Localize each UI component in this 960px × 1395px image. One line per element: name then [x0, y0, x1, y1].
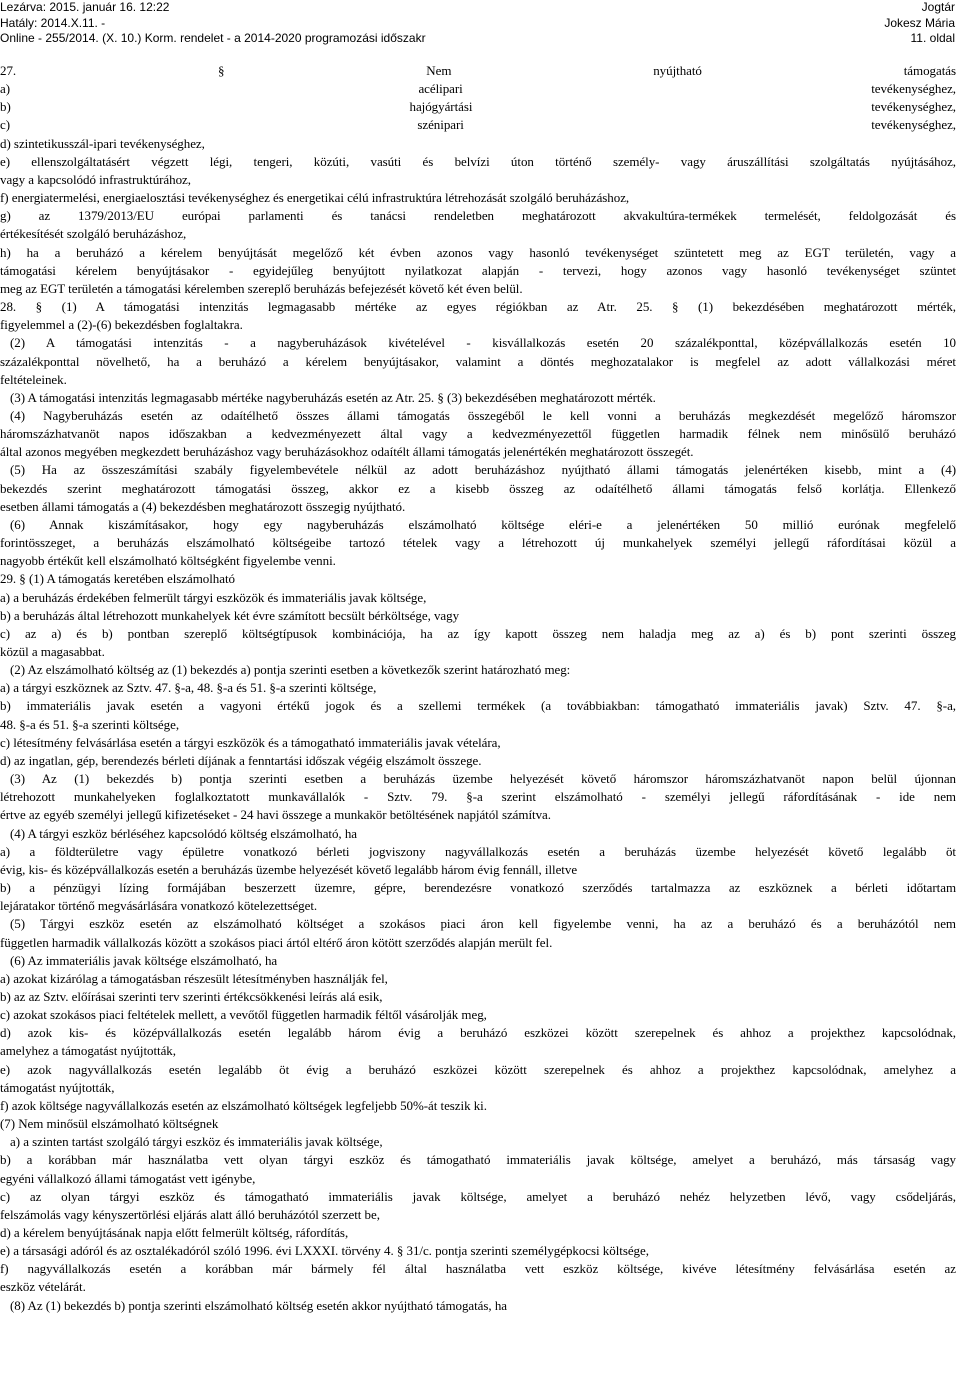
document-line: (5) Ha az összeszámítási szabály figyelembevétele nélkül az adott beruházáshoz nyújtható állami támogatás jelenértéken kisebb, mint a (4): [10, 462, 956, 478]
document-line: (3) Az (1) bekezdés b) pontja szerinti esetben a beruházás üzembe helyezését követő háromszor háromszázhatvanöt napon belül újonnan: [10, 771, 956, 787]
header-page-number: 11. oldal: [910, 31, 955, 45]
document-line: c) azokat szokásos piaci feltételek mellett, a vevőtől független harmadik féltől vásárolják meg,: [0, 1007, 487, 1023]
document-line: lejáratakor történő megvásárlására vonatkozó kötelezettséget.: [0, 898, 318, 914]
document-line: évig, kis- és középvállalkozás esetén a beruházás üzembe helyezését követő legalább három évig fennáll, illetve: [0, 861, 578, 877]
document-line: e) ellenszolgáltatásért végzett légi, tengeri, közúti, vasúti és belvízi úton történő személy- vagy áruszállítási szolgáltatás nyújtásához,: [0, 153, 956, 169]
document-line: eszköz vételárát.: [0, 1279, 86, 1295]
document-line: létrehozott munkahelyeken foglalkoztatott munkavállalók - Sztv. 79. §-a szerint elszámolható - személyi jellegű ráfordításának - ide nem: [0, 789, 956, 805]
document-line: d) azok kis- és középvállalkozás esetén legalább három évig a beruházó eszközei között szerepelnek és ahhoz a projekthez kapcsolódnak,: [0, 1025, 956, 1041]
document-line: b) hajógyártási tevékenységhez,: [0, 99, 956, 115]
document-line: esetben állami támogatás a (4) bekezdésben meghatározott összegig nyújtható.: [0, 498, 406, 514]
document-line: f) nagyvállalkozás esetén a korábban már bármely fél által használatba vett eszköz költsége, kivéve létesítmény felvásárlása esetén az: [0, 1261, 956, 1277]
document-line: által azonos megyében megkezdett beruházáshoz vagy beruházásokhoz odaítélt állami támogatás jelenértékén meghatározott összegét.: [0, 444, 694, 460]
document-line: c) szénipari tevékenységhez,: [0, 117, 956, 133]
document-line: d) a kérelem benyújtásának napja előtt felmerült költség, ráfordítás,: [0, 1225, 349, 1240]
document-line: a) azokat kizárólag a támogatásban részesült létesítményben használják fel,: [0, 970, 388, 986]
document-line: a) a tárgyi eszköznek az Sztv. 47. §-a, 48. §-a és 51. §-a szerinti költsége,: [0, 680, 377, 696]
header-closed-date: Lezárva: 2015. január 16. 12:22: [0, 0, 170, 14]
document-line: a) a földterületre vagy épületre vonatkozó bérleti jogviszony nagyvállalkozás esetén a beruházás üzembe helyezését követő legalább öt: [0, 843, 956, 859]
document-line: (6) Az immateriális javak költsége elszámolható, ha: [10, 952, 278, 968]
document-line: feltételeinek.: [0, 371, 67, 387]
document-line: a) a szinten tartást szolgáló tárgyi eszköz és immateriális javak költsége,: [10, 1134, 383, 1150]
document-line: b) a pénzügyi lízing formájában beszerzett üzemre, gépre, berendezésre vonatkozó szerződés tartalmazza az eszköznek a bérleti időtartam: [0, 880, 956, 896]
document-line: bekezdés szerint meghatározott támogatási összeg, akkor ez a kisebb összeg az odaítélhető állami támogatás felső korlátja. Ellenkező: [0, 480, 956, 496]
document-line: b) immateriális javak esetén a vagyoni értékű jogok és a szellemi termékek (a továbbiakban: támogatható immateriális javak) Sztv. 47. §-a,: [0, 698, 956, 714]
document-line: (7) Nem minősül elszámolható költségnek: [0, 1116, 219, 1132]
document-line: g) az 1379/2013/EU európai parlamenti és tanácsi rendeletben meghatározott akvakultúra-termékek termelését, feldolgozását és: [0, 208, 956, 224]
document-line: (2) A támogatási intenzitás - a nagyberuházások kivételével - kisvállalkozás esetén 20 százalékponttal, középvállalkozás esetén 10: [10, 335, 956, 351]
document-line: e) a társasági adóról és az osztalékadóról szóló 1996. évi LXXXI. törvény 4. § 31/c. pontja szerinti személygépkocsi költsége,: [0, 1243, 649, 1259]
document-line: f) azok költsége nagyvállalkozás esetén az elszámolható költségek legfeljebb 50%-át teszik ki.: [0, 1097, 487, 1113]
document-line: b) a korábban már használatba vett olyan tárgyi eszköz és támogatható immateriális javak költsége, amelyet a beruházó, más társaság vagy: [0, 1152, 956, 1168]
document-line: c) az olyan tárgyi eszköz és támogatható immateriális javak költsége, amelyet a beruházó nehéz helyzetben lévő, vagy csődeljárás,: [0, 1188, 956, 1204]
document-line: (8) Az (1) bekezdés b) pontja szerinti elszámolható költség esetén akkor nyújtható támogatás, ha: [10, 1297, 507, 1313]
document-line: (6) Annak kiszámításakor, hogy egy nagyberuházás elszámolható költsége eléri-e a jelenértéken 50 millió eurónak megfelelő: [10, 516, 956, 532]
document-line: (4) Nagyberuházás esetén az odaítélhető összes állami támogatás összegéből le kell vonni a beruházás megkezdését megelőző háromszor: [10, 407, 956, 423]
document-line: nagyobb értékűt kell elszámolható költségként figyelembe venni.: [0, 553, 336, 569]
document-line: független harmadik vállalkozás között a szokásos piaci ártól eltérő áron kötött szerződés alapján merült fel.: [0, 934, 553, 950]
header-user-name: Jokesz Mária: [884, 15, 955, 30]
document-line: háromszázhatvanöt napos időszakban a kedvezményezett által vagy a kedvezményezettől független harmadik félnek nem minősülő beruházó: [0, 426, 956, 442]
document-line: figyelemmel a (2)-(6) bekezdésben foglaltakra.: [0, 317, 243, 333]
document-line: támogatást nyújtották,: [0, 1079, 115, 1095]
document-line: vagy a kapcsolódó infrastruktúrához,: [0, 171, 191, 187]
document-line: b) a beruházás által létrehozott munkahelyek két évre számított becsült bérköltsége, vagy: [0, 607, 460, 623]
document-line: amelyhez a támogatást nyújtották,: [0, 1043, 176, 1059]
document-line: a) a beruházás érdekében felmerült tárgyi eszközök és immateriális javak költsége,: [0, 589, 427, 605]
document-line: meg az EGT területén a támogatási kérelemben szereplő beruházás befejezését követő két éven belül.: [0, 280, 523, 296]
document-line: c) létesítmény felvásárlása esetén a tárgyi eszközök és a támogatható immateriális javak vételára,: [0, 734, 501, 750]
document-body: [0, 62, 956, 1315]
document-line: c) az a) és b) pontban szereplő költségtípusok kombinációja, ha az így kapott összeg nem haladja meg az a) és b) pont szerinti összeg: [0, 625, 956, 641]
document-line: forintösszeget, a beruházás elszámolható költségeibe tartozó tételek vagy a létrehozott új munkahelyek személyi jellegű ráfordításai közül a: [0, 535, 956, 551]
document-line: értékesítését szolgáló beruházáshoz,: [0, 226, 187, 242]
document-line: értve az egyéb személyi jellegű kifizetéseket - 24 havi összege a munkakör betöltésének napjától számítva.: [0, 807, 551, 823]
document-line: a) acélipari tevékenységhez,: [0, 81, 956, 97]
page-header: [0, 0, 960, 48]
header-effective-date: Hatály: 2014.X.11. -: [0, 15, 106, 30]
document-line: d) az ingatlan, gép, berendezés bérleti díjának a fenntartási időszak végéig elszámolt összege.: [0, 752, 482, 768]
document-line: (2) Az elszámolható költség az (1) bekezdés a) pontja szerinti esetben a következők szerint határozható meg:: [10, 662, 571, 678]
document-line: 48. §-a és 51. §-a szerinti költsége,: [0, 716, 180, 732]
document-line: (5) Tárgyi eszköz esetén az elszámolható költséget a szokásos piaci áron kell figyelembe venni, ha az a beruházó és a beruházótól nem: [10, 916, 956, 932]
document-line: támogatási kérelem benyújtásakor - egyidejűleg benyújtott nyilatkozat alapján - tervezi, hogy azonos vagy hasonló tevékenységet szüntet: [0, 262, 956, 278]
document-line: f) energiatermelési, energiaelosztási tevékenységhez és energetikai célú infrastruktúra létrehozását szolgáló beruházáshoz,: [0, 190, 630, 206]
document-line: e) azok nagyvállalkozás esetén legalább öt évig a beruházó eszközei között szerepelnek és ahhoz a projekthez kapcsolódnak, amelyhez a: [0, 1061, 956, 1077]
document-line: d) szintetikusszál-ipari tevékenységhez,: [0, 135, 205, 151]
document-line: 29. § (1) A támogatás keretében elszámolható: [0, 571, 235, 587]
document-line: (3) A támogatási intenzitás legmagasabb mértéke nagyberuházás esetén az Atr. 25. § (3) bekezdésében meghatározott mérték.: [10, 389, 656, 405]
document-line: 28. § (1) A támogatási intenzitás legmagasabb mértéke az egyes régiókban az Atr. 25. § (1) bekezdésében meghatározott mérték,: [0, 299, 956, 315]
document-line: egyéni vállalkozó állami támogatást vett igénybe,: [0, 1170, 256, 1186]
document-line: h) ha a beruházó a kérelem benyújtását megelőző két évben azonos vagy hasonló tevékenységet szüntetett meg az EGT területén, vagy a: [0, 244, 956, 260]
header-app-name: Jogtár: [921, 0, 955, 14]
document-line: közül a magasabbat.: [0, 644, 105, 659]
document-line: százalékponttal növelhető, ha a beruházó a kérelem benyújtásakor, valamint a döntés meghozatalakor is megfelel az adott vállalkozási méret: [0, 353, 956, 369]
document-line: b) az az Sztv. előírásai szerinti terv szerinti értékcsökkenési leírás alá esik,: [0, 988, 383, 1004]
document-line: (4) A tárgyi eszköz bérléséhez kapcsolódó költség elszámolható, ha: [10, 825, 357, 841]
document-line: 27. § Nem nyújtható támogatás: [0, 63, 956, 78]
header-document-title: Online - 255/2014. (X. 10.) Korm. rendelet - a 2014-2020 programozási időszakr: [0, 31, 426, 45]
document-line: felszámolás vagy kényszertörlési eljárás alatt álló beruházótól szerzett be,: [0, 1206, 380, 1222]
